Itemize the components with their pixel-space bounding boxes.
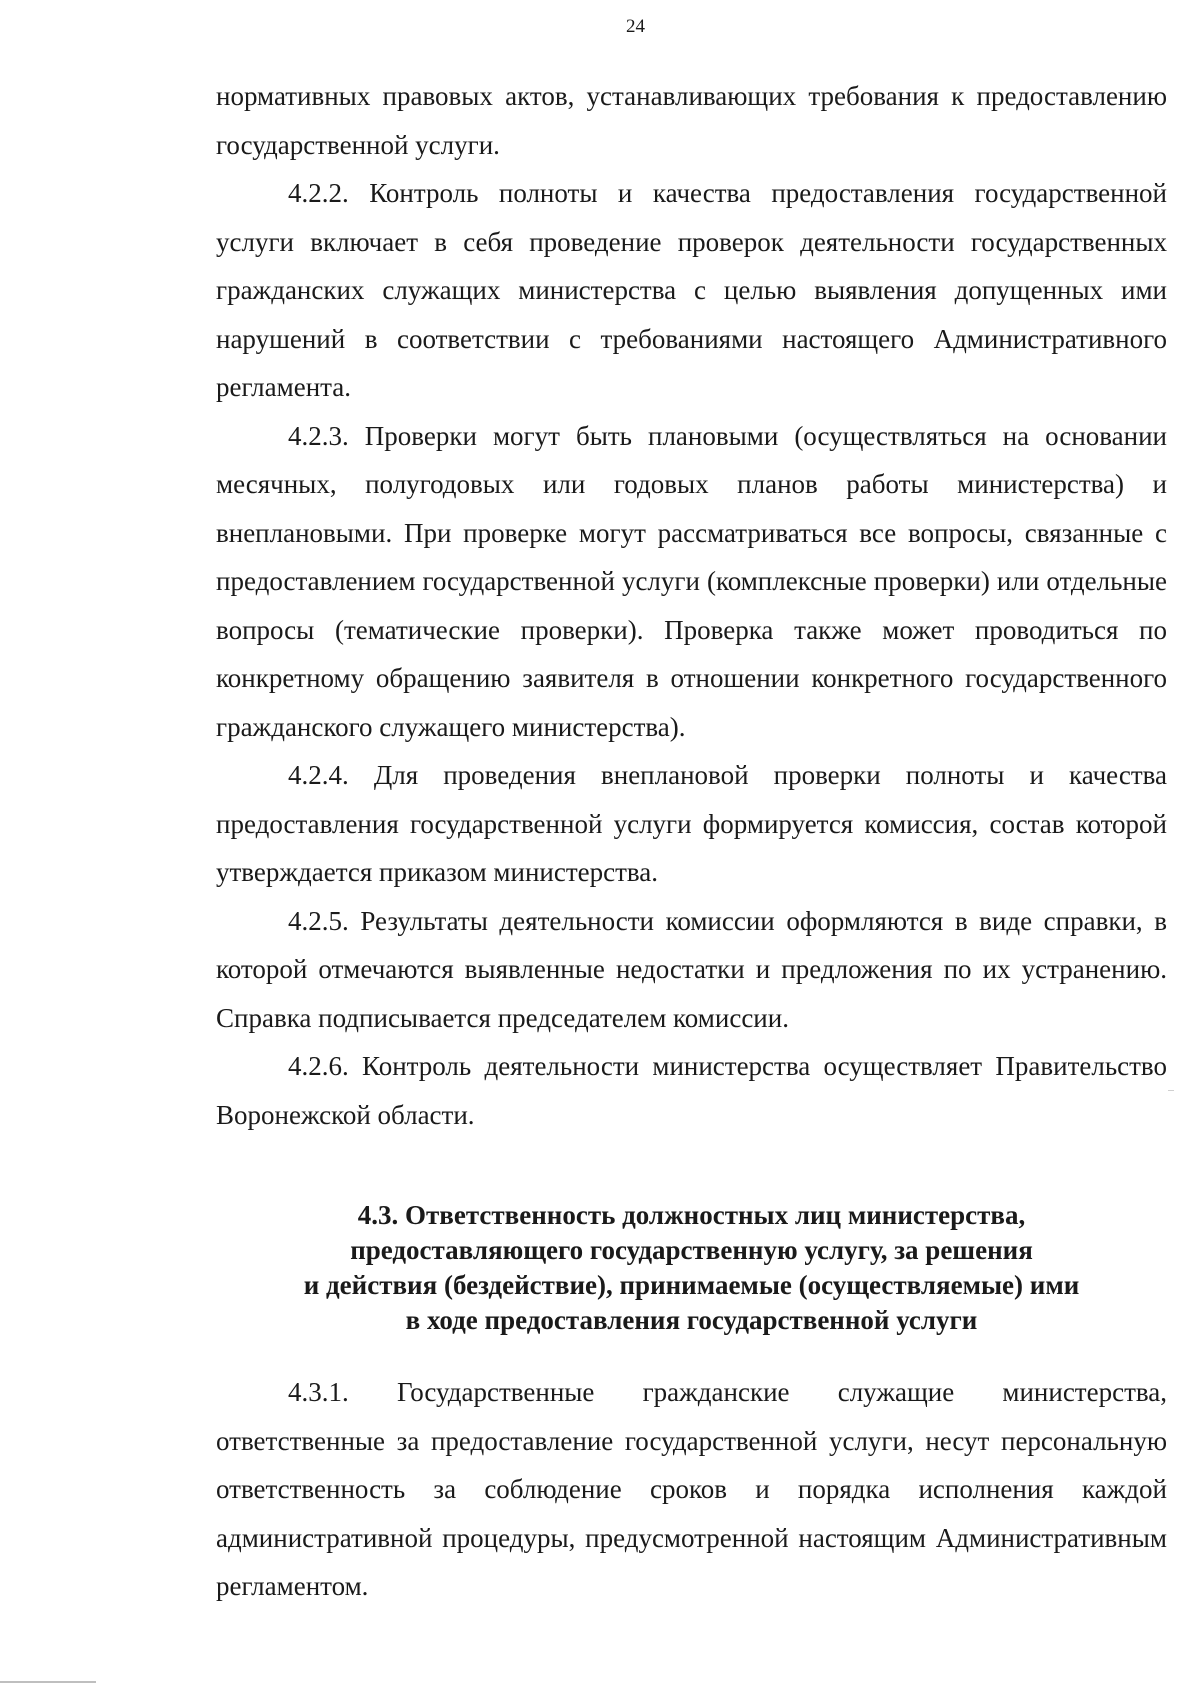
paragraph-4-3-1: 4.3.1. Государственные гражданские служащие министерства, ответственные за предоставление государственной услуги, несут персональную ответственность за соблюдение сроков и порядка исполнения каждой административной процедуры, предусмотренной настоящим Административным регламентом. xyxy=(216,1377,1167,1601)
page-number: 24 xyxy=(626,16,645,37)
heading-line: предоставляющего государственную услугу, за решения xyxy=(350,1235,1033,1265)
section-heading-4-3 xyxy=(216,1198,1167,1338)
paragraph-4-2-2: 4.2.2. Контроль полноты и качества предоставления государственной услуги включает в себя проведение проверок деятельности государственных гражданских служащих министерства с целью выявления допущенных ими нарушений в соответствии с требованиями настоящего Административного регламента. xyxy=(216,178,1167,402)
paragraph-4-2-6: 4.2.6. Контроль деятельности министерства осуществляет Правительство Воронежской области. xyxy=(216,1051,1167,1130)
scan-artifact-line xyxy=(0,1681,96,1683)
heading-line: в ходе предоставления государственной услуги xyxy=(405,1305,978,1335)
paragraph-4-2-3: 4.2.3. Проверки могут быть плановыми (осуществляться на основании месячных, полугодовых или годовых планов работы министерства) и внеплановыми. При проверке могут рассматриваться все вопросы, связанные с предоставлением государственной услуги (комплексные проверки) или отдельные вопросы (тематические проверки). Проверка также может проводиться по конкретному обращению заявителя в отношении конкретного государственного гражданского служащего министерства). xyxy=(216,420,1167,742)
paragraph-4-2-4: 4.2.4. Для проведения внеплановой проверки полноты и качества предоставления государственной услуги формируется комиссия, состав которой утверждается приказом министерства. xyxy=(216,760,1167,887)
document-body-bottom xyxy=(216,1368,1167,1611)
scan-artifact-mark xyxy=(1168,1090,1174,1091)
document-body-top xyxy=(216,72,1167,1139)
paragraph-continuation: нормативных правовых актов, устанавливающих требования к предоставлению государственной услуги. xyxy=(216,81,1167,160)
paragraph-4-2-5: 4.2.5. Результаты деятельности комиссии оформляются в виде справки, в которой отмечаются выявленные недостатки и предложения по их устранению. Справка подписывается председателем комиссии. xyxy=(216,905,1167,1033)
heading-line: и действия (бездействие), принимаемые (осуществляемые) ими xyxy=(303,1270,1080,1300)
heading-line: 4.3. Ответственность должностных лиц министерства, xyxy=(357,1200,1026,1230)
